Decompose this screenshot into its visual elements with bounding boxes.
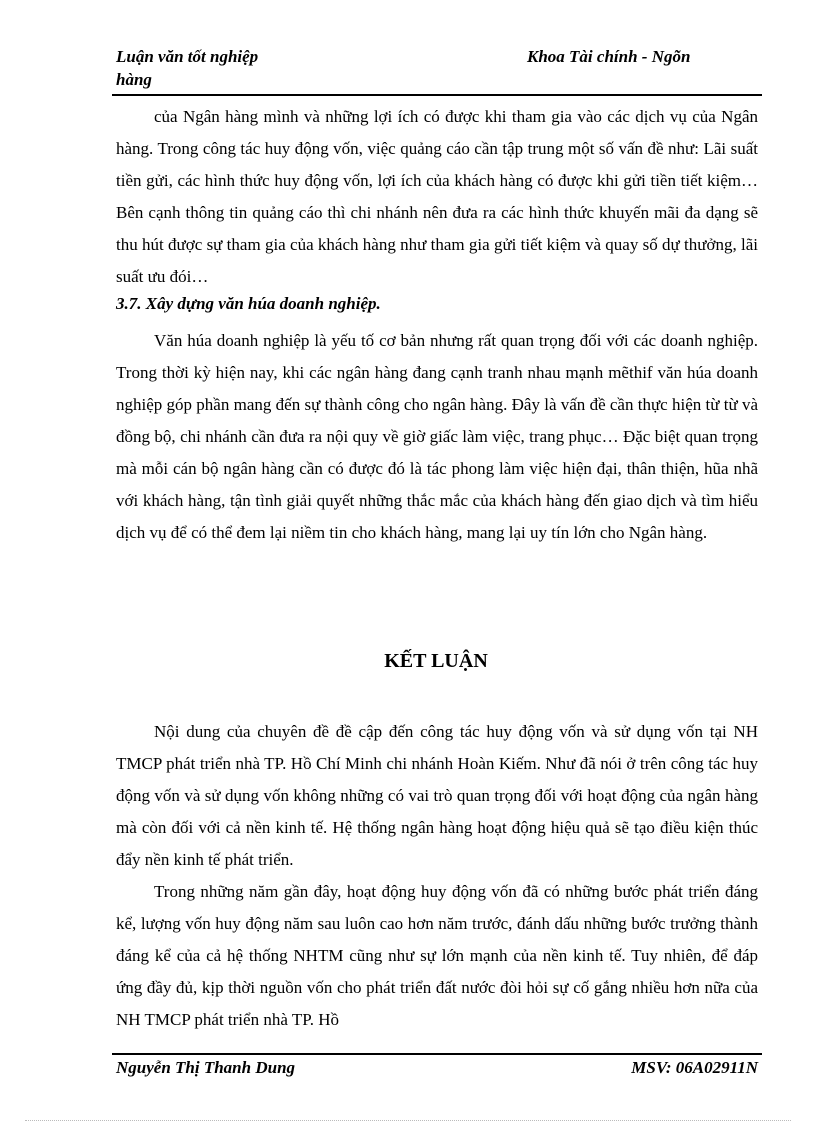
conclusion-title: KẾT LUẬN xyxy=(384,650,488,672)
page-bottom-border xyxy=(25,1120,791,1121)
footer-student-id: MSV: 06A02911N xyxy=(631,1058,758,1077)
header-thesis-label: Luận văn tốt nghiệp xyxy=(116,47,259,66)
footer-author: Nguyễn Thị Thanh Dung xyxy=(116,1058,296,1077)
header-faculty-label: Khoa Tài chính - Ngõn xyxy=(527,47,691,66)
paragraph: của Ngân hàng mình và những lợi ích có được khi tham gia vào các dịch vụ của Ngân hàng. Trong công tác huy động vốn, việc quảng cáo cần tập trung một số vấn đề như: Lãi suất tiền gửi, các hình thức huy động vốn, lợi ích của khách hàng có được khi gửi tiền tiết kiệm… Bên cạnh thông tin quảng cáo thì chi nhánh nên đưa ra các hình thức khuyến mãi đa dạng sẽ thu hút được sự tham gia của khách hàng như tham gia gửi tiết kiệm và quay số dự thưởng, lãi suất ưu đói… xyxy=(116,107,758,286)
section-1-text xyxy=(116,101,758,293)
paragraph: Trong những năm gần đây, hoạt động huy động vốn đã có những bước phát triển đáng kể, lượng vốn huy động năm sau luôn cao hơn năm trước, đánh dấu những bước trưởng thành đáng kể của cả hệ thống NHTM cũng như sự lớn mạnh của nền kinh tế. Tuy nhiên, để đáp ứng đầy đủ, kịp thời nguồn vốn cho phát triển đất nước đòi hỏi sự cố gắng nhiều hơn nữa của NH TMCP phát triển nhà TP. Hồ xyxy=(116,882,758,1029)
conclusion-text xyxy=(116,716,758,1036)
paragraph: Văn húa doanh nghiệp là yếu tố cơ bản nhưng rất quan trọng đối với các doanh nghiệp. Trong thời kỳ hiện nay, khi các ngân hàng đang cạnh tranh nhau mạnh mẽthif văn húa doanh nghiệp góp phần mang đến sự thành công cho ngân hàng. Đây là vấn đề cần thực hiện từ từ và đồng bộ, chi nhánh cần đưa ra nội quy về giờ giấc làm việc, trang phục… Đặc biệt quan trọng mà mỗi cán bộ ngân hàng cần có được đó là tác phong làm việc hiện đại, thân thiện, hũa nhã với khách hàng, tận tình giải quyết những thắc mắc của khách hàng đến giao dịch và tìm hiểu dịch vụ để có thể đem lại niềm tin cho khách hàng, mang lại uy tín lớn cho Ngân hàng. xyxy=(116,331,758,542)
header-thesis-label-continued: hàng xyxy=(116,70,152,89)
header-divider xyxy=(112,94,762,96)
footer-divider xyxy=(112,1053,762,1055)
section-heading: 3.7. Xây dựng văn húa doanh nghiệp. xyxy=(116,294,381,313)
paragraph: Nội dung của chuyên đề đề cập đến công tác huy động vốn và sử dụng vốn tại NH TMCP phát triển nhà TP. Hồ Chí Minh chi nhánh Hoàn Kiếm. Như đã nói ở trên công tác huy động vốn và sử dụng vốn không những có vai trò quan trọng đối với hoạt động của ngân hàng mà còn đối với cả nền kinh tế. Hệ thống ngân hàng hoạt động hiệu quả sẽ tạo điều kiện thúc đẩy nền kinh tế phát triển. xyxy=(116,722,758,869)
section-2-text xyxy=(116,325,758,549)
